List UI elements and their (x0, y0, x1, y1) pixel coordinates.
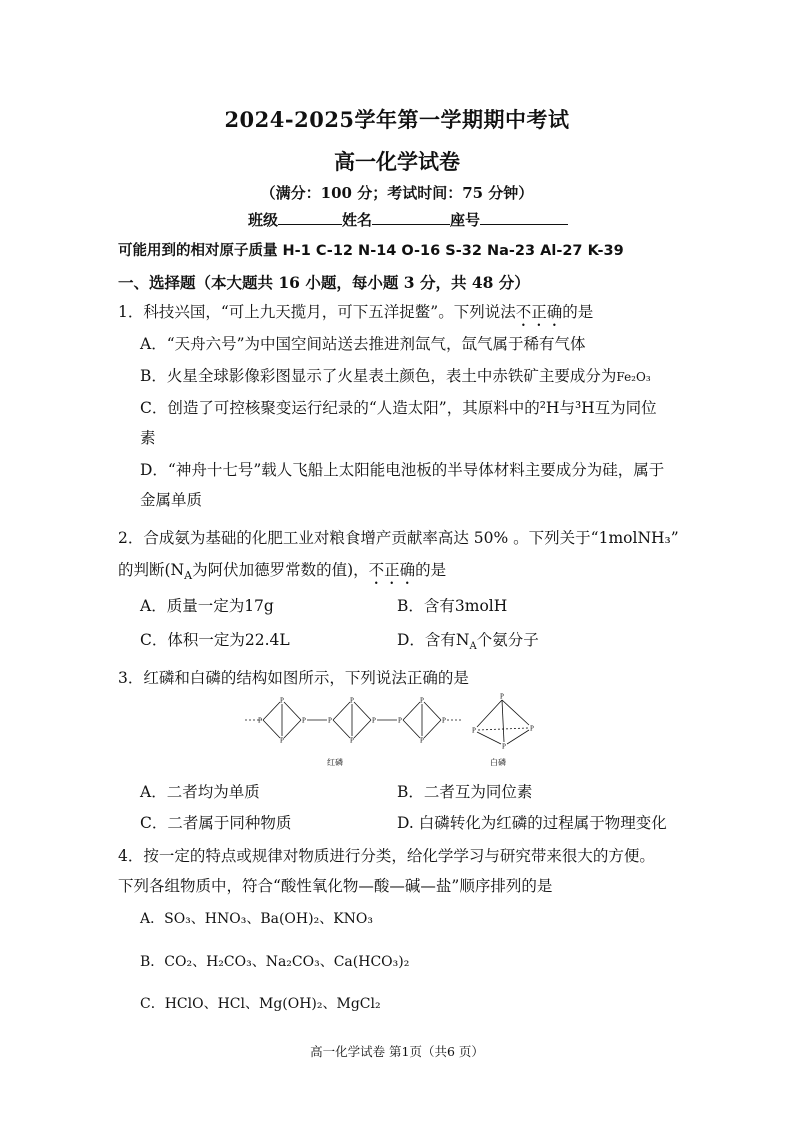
p-atom-label: P (328, 716, 332, 725)
q3-option-d[interactable]: D. 白磷转化为红磷的过程属于物理变化 (397, 814, 667, 832)
bond-line (507, 730, 529, 744)
exam-title: 2024-2025学年第一学期期中考试 (224, 107, 570, 132)
p-atom-label: P (420, 696, 424, 705)
q2-option-a[interactable]: A．质量一定为17g (140, 597, 274, 615)
q4-option-b[interactable]: B．CO₂、H₂CO₃、Na₂CO₃、Ca(HCO₃)₂ (140, 954, 410, 970)
p-atom-label: P (280, 736, 284, 745)
q3-option-c[interactable]: C．二者属于同种物质 (140, 814, 292, 832)
page-footer: 高一化学试卷 第1页（共6 页） (310, 1044, 484, 1059)
bond-line (333, 702, 350, 720)
white-phosphorus-label: 白磷 (490, 758, 506, 767)
seat-label: 座号 (450, 211, 481, 229)
bond-line (284, 702, 301, 720)
q4-stem-cont: 下列各组物质中，符合“酸性氧化物—酸—碱—盐”顺序排列的是 (118, 877, 553, 895)
p-atom-label: P (280, 696, 284, 705)
class-label: 班级 (248, 211, 279, 229)
name-blank[interactable] (372, 210, 450, 225)
q1-option-b[interactable] (140, 364, 651, 386)
p-atom-label: P (502, 742, 506, 751)
q3-option-b[interactable]: B．二者互为同位素 (397, 783, 533, 801)
bond-line (333, 720, 350, 738)
bond-line (354, 720, 371, 738)
class-blank[interactable] (278, 210, 342, 225)
bond-line (284, 720, 301, 738)
p-atom-label: P (530, 724, 534, 733)
exam-subtitle: 高一化学试卷 (334, 149, 460, 174)
q3-stem: 3．红磷和白磷的结构如图所示，下列说法正确的是 (118, 669, 469, 687)
q2-stem-end: 的是 (415, 561, 447, 579)
q1-stem-text: 1．科技兴国，“可上九天揽月，可下五洋捉鳖”。下列说法 (118, 303, 516, 321)
p-atom-label: P (350, 696, 354, 705)
phosphorus-structure-figure (240, 690, 550, 770)
q2-option-d-sub: A (469, 641, 477, 653)
p-atom-label: P (258, 716, 262, 725)
q2-option-d-text: D．含有N (397, 631, 470, 649)
q1-option-d[interactable]: D．“神舟十七号”载人飞船上太阳能电池板的半导体材料主要成分为硅，属于 (140, 461, 665, 479)
q1-stem (118, 300, 593, 330)
q1-option-b-formula: Fe₂O₃ (616, 370, 651, 384)
q2-stem: 2．合成氨为基础的化肥工业对粮食增产贡献率高达 50% 。下列关于“1molNH₃” (118, 529, 679, 547)
p-atom-label: P (302, 716, 306, 725)
red-phosphorus-label: 红磷 (327, 758, 343, 767)
atomic-masses: 可能用到的相对原子质量 H-1 C-12 N-14 O-16 S-32 Na-23 Al-27 K-39 (118, 243, 624, 259)
bond-line (263, 720, 280, 738)
bond-line (502, 700, 504, 742)
q1-option-a[interactable]: A．“天舟六号”为中国空间站送去推进剂氙气，氙气属于稀有气体 (140, 335, 586, 353)
p-atom-label: P (420, 736, 424, 745)
bond-line (477, 700, 502, 727)
q1-emphasis: 不正确 (515, 303, 563, 321)
white-phosphorus-diagram (477, 700, 529, 744)
bond-line (354, 702, 371, 720)
exam-info: （满分：100 分；考试时间：75 分钟） (260, 184, 534, 202)
q2-na-subscript: A (184, 569, 193, 583)
q1-option-c[interactable]: C．创造了可控核聚变运行纪录的“人造太阳”，其原料中的²H与³H互为同位 (140, 399, 657, 417)
q4-option-c[interactable]: C．HClO、HCl、Mg(OH)₂、MgCl₂ (140, 996, 381, 1012)
q1-option-b-text: B．火星全球影像彩图显示了火星表土颜色，表土中赤铁矿主要成分为 (140, 367, 617, 385)
p-atom-label: P (398, 716, 402, 725)
q2-stem-text: 的判断(N (118, 561, 185, 579)
red-phosphorus-diagram (245, 702, 462, 738)
q2-stem-text-2: 为阿伏加德罗常数的值)， (192, 561, 369, 579)
student-info-row (248, 209, 568, 230)
bond-line (424, 702, 441, 720)
q1-stem-end: 的是 (562, 303, 594, 321)
section-heading: 一、选择题（本大题共 16 小题，每小题 3 分，共 48 分） (118, 273, 530, 292)
bond-line (403, 720, 420, 738)
p-atom-label: P (442, 716, 446, 725)
bond-line (477, 732, 501, 744)
q3-option-a[interactable]: A．二者均为单质 (140, 783, 260, 801)
bond-line (403, 702, 420, 720)
q2-option-d-end: 个氨分子 (476, 631, 539, 649)
q2-emphasis: 不正确 (368, 561, 416, 579)
q4-stem: 4．按一定的特点或规律对物质进行分类，给化学学习与研究带来很大的方便。 (118, 847, 655, 865)
p-atom-label: P (350, 736, 354, 745)
name-label: 姓名 (342, 211, 373, 229)
q2-option-d[interactable] (397, 628, 539, 652)
p-atom-label: P (500, 692, 504, 701)
q4-option-a[interactable]: A．SO₃、HNO₃、Ba(OH)₂、KNO₃ (140, 911, 373, 927)
q2-option-b[interactable]: B．含有3molH (397, 597, 508, 615)
bond-line (263, 702, 280, 720)
seat-blank[interactable] (480, 210, 568, 225)
bond-line (424, 720, 441, 738)
p-atom-label: P (372, 716, 376, 725)
q1-option-d-cont: 金属单质 (140, 491, 203, 509)
q2-stem-cont (118, 558, 446, 588)
bond-line (502, 700, 529, 725)
q2-option-c[interactable]: C．体积一定为22.4L (140, 631, 290, 649)
p-atom-label: P (472, 726, 476, 735)
q1-option-c-cont: 素 (140, 429, 156, 447)
